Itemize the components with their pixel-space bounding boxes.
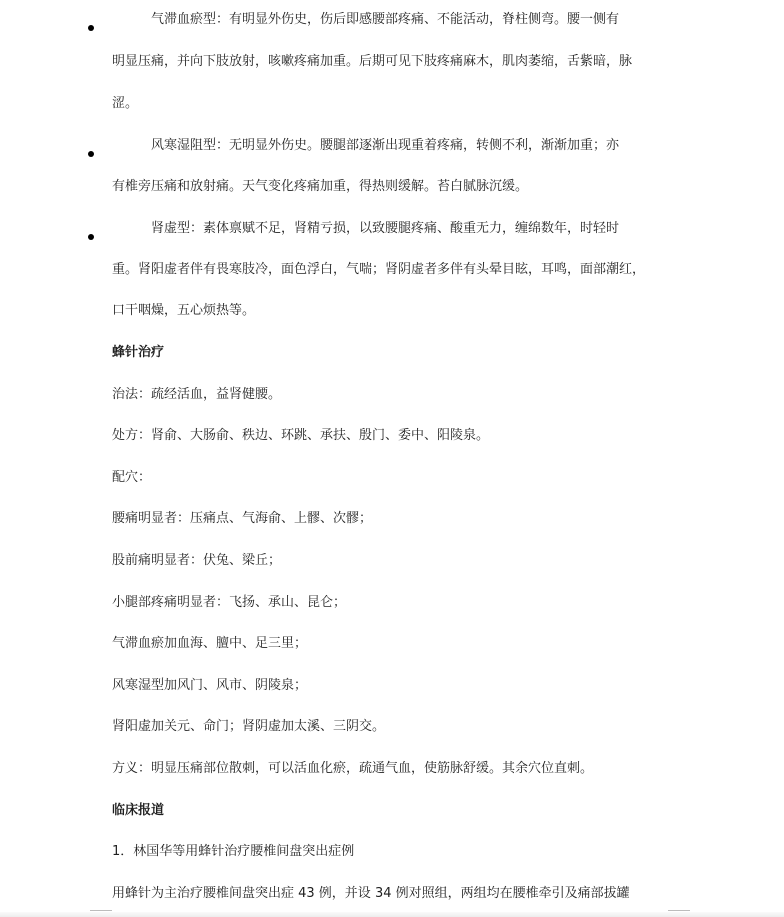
paragraph-qi-stagnation: 气滞血瘀加血海、膻中、足三里； <box>112 636 308 651</box>
paragraph-report-body: 用蜂针为主治疗腰椎间盘突出症 43 例，并设 34 例对照组，两组均在腰椎牵引及痛部拔罐 <box>112 886 630 901</box>
paragraph-rationale: 方义：明显压痛部位散刺，可以活血化瘀，疏通气血，使筋脉舒缓。其余穴位直刺。 <box>112 761 594 776</box>
margin-corner-mark-left <box>90 910 112 911</box>
paragraph-calf-pain: 小腿部疼痛明显者：飞扬、承山、昆仑； <box>112 595 347 610</box>
bullet-line: 明显压痛，并向下肢放射，咳嗽疼痛加重。后期可见下肢疼痛麻木，肌肉萎缩，舌紫暗，脉 <box>112 54 633 69</box>
paragraph-lumbar-pain: 腰痛明显者：压痛点、气海俞、上髎、次髎； <box>112 511 373 526</box>
paragraph-treatment-method: 治法：疏经活血，益肾健腰。 <box>112 387 282 402</box>
bullet-line: 有椎旁压痛和放射痛。天气变化疼痛加重，得热则缓解。苔白腻脉沉缓。 <box>112 179 529 194</box>
bullet-line: 涩。 <box>112 96 139 111</box>
paragraph-prescription: 处方：肾俞、大肠俞、秩边、环跳、承扶、殷门、委中、阳陵泉。 <box>112 428 490 443</box>
bullet-dot <box>88 25 94 31</box>
section-heading-bee-needle: 蜂针治疗 <box>112 345 165 360</box>
bullet-line: 肾虚型：素体禀赋不足，肾精亏损，以致腰腿疼痛、酸重无力，缠绵数年，时轻时 <box>112 221 620 236</box>
margin-corner-mark-right <box>668 910 690 911</box>
bullet-line: 气滞血瘀型：有明显外伤史，伤后即感腰部疼痛、不能活动，脊柱侧弯。腰一侧有 <box>112 12 620 27</box>
paragraph-kidney-deficiency: 肾阳虚加关元、命门；肾阴虚加太溪、三阴交。 <box>112 719 386 734</box>
page-bottom-edge <box>0 912 784 917</box>
paragraph-points-label: 配穴： <box>112 470 152 485</box>
bullet-dot <box>88 151 94 157</box>
bullet-line: 重。肾阳虚者伴有畏寒肢冷，面色浮白，气喘；肾阴虚者多伴有头晕目眩，耳鸣，面部潮红， <box>112 262 646 277</box>
bullet-line: 风寒湿阻型：无明显外伤史。腰腿部逐渐出现重着疼痛，转侧不利，渐渐加重；亦 <box>112 138 620 153</box>
paragraph-thigh-pain: 股前痛明显者：伏兔、梁丘； <box>112 553 282 568</box>
section-heading-clinical-report: 临床报道 <box>112 803 165 818</box>
bullet-dot <box>88 234 94 240</box>
paragraph-wind-cold-damp: 风寒湿型加风门、风市、阴陵泉； <box>112 678 308 693</box>
paragraph-report-title: 1．林国华等用蜂针治疗腰椎间盘突出症例 <box>112 844 355 859</box>
bullet-line: 口干咽燥，五心烦热等。 <box>112 303 256 318</box>
